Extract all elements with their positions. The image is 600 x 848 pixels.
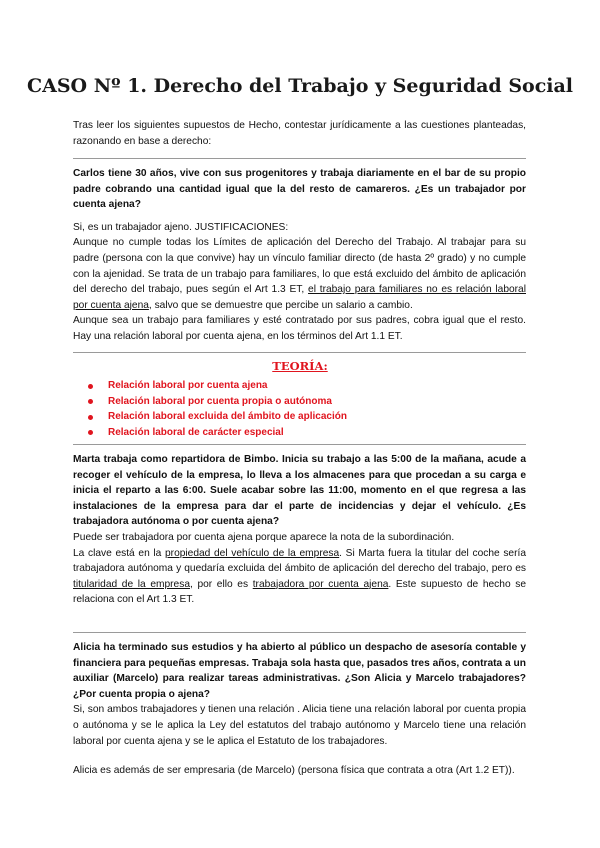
- case2-answer-intro: Puede ser trabajadora por cuenta ajena porque aparece la nota de la subordinación.: [73, 531, 455, 543]
- case3-section: [73, 640, 526, 779]
- theory-item: Relación laboral excluida del ámbito de aplicación: [88, 409, 347, 425]
- theory-item: Relación laboral de carácter especial: [88, 425, 347, 441]
- case3-answer-paragraph: Si, son ambos trabajadores y tienen una relación . Alicia tiene una relación laboral por cuenta propia o autónoma y se le aplica la Ley del estatutos del trabajo autónomo y Marcelo tiene una relación laboral por cuenta ajena y se le aplica el Estatuto de los trabajadores.: [73, 704, 526, 747]
- divider: [73, 632, 526, 633]
- case2-underlined-2: titularidad de la empresa: [73, 578, 190, 590]
- divider: [73, 444, 526, 445]
- case2-text-a: La clave está en la: [73, 547, 166, 559]
- case2-text-d: . Este supuesto de hecho se relaciona con el Art 1.3 ET.: [73, 578, 527, 606]
- theory-item: Relación laboral por cuenta ajena: [88, 378, 347, 394]
- case1-answer-intro: Si, es un trabajador ajeno. JUSTIFICACIONES:: [73, 221, 289, 233]
- case2-underlined-1: propiedad del vehículo de la empresa: [165, 547, 340, 559]
- case3-answer-conclusion: Alicia es además de ser empresaria (de Marcelo) (persona física que contrata a otra (Art 1.2 ET)).: [73, 765, 515, 777]
- divider: [73, 158, 526, 159]
- case2-answer-paragraph: [73, 546, 526, 608]
- case1-question: Carlos tiene 30 años, vive con sus progenitores y trabaja diariamente en el bar de su propio padre cobrando una cantidad igual que la del resto de camareros. ¿Es un trabajador por cuenta ajena?: [73, 168, 526, 211]
- case1-answer-text-a: Aunque no cumple todas los Límites de aplicación del Derecho del Trabajo. Al trabajar para su padre (persona con la que convive) hay un vínculo familiar directo (de hasta 2º grado) y no cumple con la ajenidad. Se trata de un trabajo para familiares, lo que está excluido del ámbito de aplicación del derecho del trabajo, pues según el Art 1.3 ET,: [73, 237, 526, 296]
- case1-answer-conclusion: Aunque sea un trabajo para familiares y esté contratado por sus padres, cobra igual que el resto. Hay una relación laboral por cuenta ajena, en los términos del Art 1.1 ET.: [73, 315, 526, 342]
- page-title: CASO Nº 1. Derecho del Trabajo y Seguridad Social: [26, 75, 574, 97]
- case2-text-c: , por ello es: [189, 578, 253, 590]
- theory-heading: TEORÍA:: [272, 359, 328, 373]
- case1-section: [73, 166, 526, 345]
- intro-paragraph: Tras leer los siguientes supuestos de Hecho, contestar jurídicamente a las cuestiones planteadas, razonando en base a derecho:: [73, 120, 526, 147]
- case2-question: Marta trabaja como repartidora de Bimbo. Inicia su trabajo a las 5:00 de la mañana, acude a recoger el vehículo de la empresa, lo lleva a los almacenes para que procedan a su carga e inicia el reparto a las 6:00. Suele acabar sobre las 11:00, momento en el que regresa a las instalaciones de la empresa para dar el parte de incidencias y dejar el vehículo. ¿Es trabajadora autónoma o por cuenta ajena?: [73, 454, 526, 528]
- theory-item: Relación laboral por cuenta propia o autónoma: [88, 394, 347, 410]
- case1-answer-text-b: , salvo que se demuestre que percibe un salario a cambio.: [148, 299, 413, 311]
- case2-underlined-3: trabajadora por cuenta ajena: [252, 578, 389, 590]
- divider: [73, 352, 526, 353]
- case2-text-b: . Si Marta fuera la titular del coche sería trabajadora autónoma y quedaría excluida del ámbito de aplicación del derecho del trabajo, pero es: [73, 547, 526, 575]
- case2-section: [73, 452, 526, 608]
- theory-list: [88, 378, 347, 440]
- case3-question: Alicia ha terminado sus estudios y ha abierto al público un despacho de asesoría contable y financiera para pequeñas empresas. Trabaja sola hasta que, pasados tres años, contrata a un auxiliar (Marcelo) para realizar tareas administrativas. ¿Son Alicia y Marcelo trabajadores? ¿Por cuenta propia o ajena?: [73, 642, 526, 700]
- case1-answer-paragraph: [73, 235, 526, 313]
- case1-answer-underlined: el trabajo para familiares no es relación laboral por cuenta ajena: [73, 284, 526, 311]
